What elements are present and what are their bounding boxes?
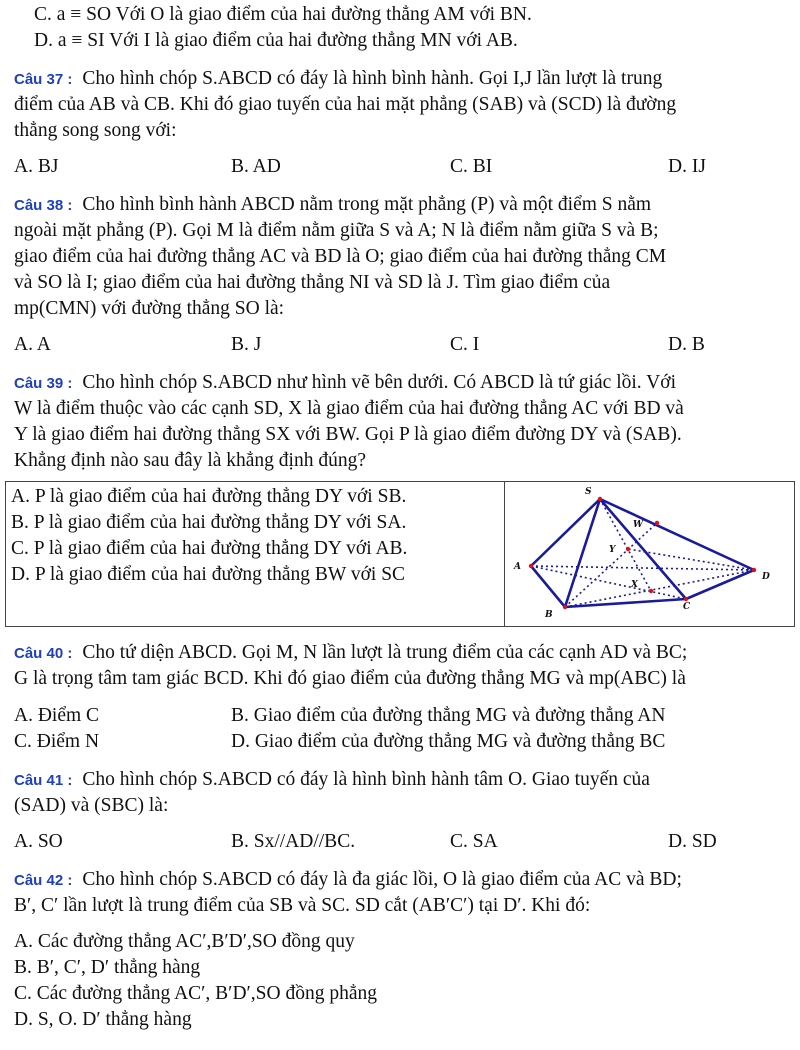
q42-option-c: C. Các đường thẳng AC′, B′D′,SO đồng phẳng: [14, 983, 378, 1004]
q37-line-2: điểm của AB và CB. Khi đó giao tuyến của hai mặt phẳng (SAB) và (SCD) là đường: [14, 94, 677, 115]
edge-ab: [531, 566, 565, 607]
q39-options: [11, 484, 407, 588]
q37-line-1: [14, 66, 662, 93]
q41-label: Câu 41 :: [14, 772, 73, 789]
q40-text-1: Cho tứ diện ABCD. Gọi M, N lần lượt là trung điểm của các cạnh AD và BC;: [82, 642, 688, 663]
q39-option-a: A. P là giao điểm của hai đường thẳng DY với SB.: [11, 486, 407, 507]
q38-option-d: D. B: [668, 334, 705, 355]
q38-option-b: B. J: [231, 334, 262, 355]
label-c: C: [683, 602, 691, 612]
label-d: D: [762, 572, 770, 582]
q39-text-1: Cho hình chóp S.ABCD như hình vẽ bên dưới. Có ABCD là tứ giác lồi. Với: [82, 372, 676, 393]
q40-option-b: B. Giao điểm của đường thẳng MG và đường thẳng AN: [231, 705, 666, 726]
label-y: Y: [609, 545, 616, 555]
q39-option-b: B. P là giao điểm của hai đường thẳng DY với SA.: [11, 512, 407, 533]
q39-label: Câu 39 :: [14, 375, 73, 392]
q37-option-c: C. BI: [450, 156, 493, 177]
q39-line-1: [14, 370, 676, 397]
q39-option-d: D. P là giao điểm của hai đường thẳng BW với SC: [11, 564, 406, 585]
q40-option-d: D. Giao điểm của đường thẳng MG và đường thẳng BC: [231, 731, 666, 752]
q40-option-c: C. Điểm N: [14, 731, 100, 752]
q37-text-1: Cho hình chóp S.ABCD có đáy là hình bình hành. Gọi I,J lần lượt là trung: [82, 68, 663, 89]
q42-line-1: [14, 867, 682, 894]
q38-line-2: ngoài mặt phẳng (P). Gọi M là điểm nằm giữa S và A; N là điểm nằm giữa S và B;: [14, 220, 659, 241]
label-w: W: [633, 520, 644, 530]
q38-line-3: giao điểm của hai đường thẳng AC và BD là O; giao điểm của hai đường thẳng CM: [14, 246, 667, 267]
q41-line-2: (SAD) và (SBC) là:: [14, 795, 169, 816]
q39-line-4: Khẳng định nào sau đây là khẳng định đúng?: [14, 450, 367, 471]
q42-option-d: D. S, O. D′ thẳng hàng: [14, 1009, 192, 1030]
q38-line-1: [14, 192, 651, 219]
hidden-edge-ad: [531, 566, 754, 570]
q41-option-b: B. Sx//AD//BC.: [231, 831, 356, 852]
q38-label: Câu 38 :: [14, 197, 73, 214]
q41-option-d: D. SD: [668, 831, 717, 852]
q42-option-a: A. Các đường thẳng AC′,B′D′,SO đồng quy: [14, 931, 355, 952]
q42-option-b: B. B′, C′, D′ thẳng hàng: [14, 957, 201, 978]
prev-option-d: D. a ≡ SI Với I là giao điểm của hai đường thẳng MN với AB.: [34, 30, 518, 51]
q42-label: Câu 42 :: [14, 872, 73, 889]
q41-text-1: Cho hình chóp S.ABCD có đáy là hình bình hành tâm O. Giao tuyến của: [82, 769, 650, 790]
q40-line-1: [14, 640, 687, 667]
q40-option-a: A. Điểm C: [14, 705, 100, 726]
q37-line-3: thẳng song song với:: [14, 120, 177, 141]
q41-option-a: A. SO: [14, 831, 63, 852]
label-s: S: [585, 487, 592, 497]
q39-option-c: C. P là giao điểm của hai đường thẳng DY với AB.: [11, 538, 408, 559]
q41-option-c: C. SA: [450, 831, 498, 852]
q39-line-2: W là điểm thuộc vào các cạnh SD, X là giao điểm của hai đường thẳng AC với BD và: [14, 398, 684, 419]
pyramid-figure: [505, 485, 791, 621]
q41-line-1: [14, 767, 650, 794]
q38-option-a: A. A: [14, 334, 51, 355]
label-x: X: [631, 580, 638, 590]
q39-line-3: Y là giao điểm hai đường thẳng SX với BW. Gọi P là giao điểm đường DY và (SAB).: [14, 424, 682, 445]
q38-option-c: C. I: [450, 334, 480, 355]
line-sx: [600, 499, 651, 591]
q38-line-5: mp(CMN) với đường thẳng SO là:: [14, 298, 285, 319]
q38-text-1: Cho hình bình hành ABCD nằm trong mặt phẳng (P) và một điểm S nằm: [82, 194, 652, 215]
q42-line-2: B′, C′ lần lượt là trung điểm của SB và SC. SD cắt (AB′C′) tại D′. Khi đó:: [14, 895, 591, 916]
edge-cd: [686, 570, 754, 599]
label-b: B: [545, 610, 553, 620]
q37-option-a: A. BJ: [14, 156, 59, 177]
q42-text-1: Cho hình chóp S.ABCD có đáy là đa giác lồi, O là giao điểm của AC và BD;: [82, 869, 682, 890]
q37-label: Câu 37 :: [14, 71, 73, 88]
q40-line-2: G là trọng tâm tam giác BCD. Khi đó giao điểm của đường thẳng MG và mp(ABC) là: [14, 668, 686, 689]
q38-line-4: và SO là I; giao điểm của hai đường thẳng NI và SD là J. Tìm giao điểm của: [14, 272, 611, 293]
q40-label: Câu 40 :: [14, 645, 73, 662]
edge-bc: [565, 599, 686, 607]
label-a: A: [514, 562, 521, 572]
figure-points: [529, 497, 756, 609]
edge-sd: [600, 499, 754, 570]
q37-option-b: B. AD: [231, 156, 281, 177]
q37-option-d: D. IJ: [668, 156, 706, 177]
prev-option-c: C. a ≡ SO Với O là giao điểm của hai đường thẳng AM với BN.: [34, 4, 532, 25]
